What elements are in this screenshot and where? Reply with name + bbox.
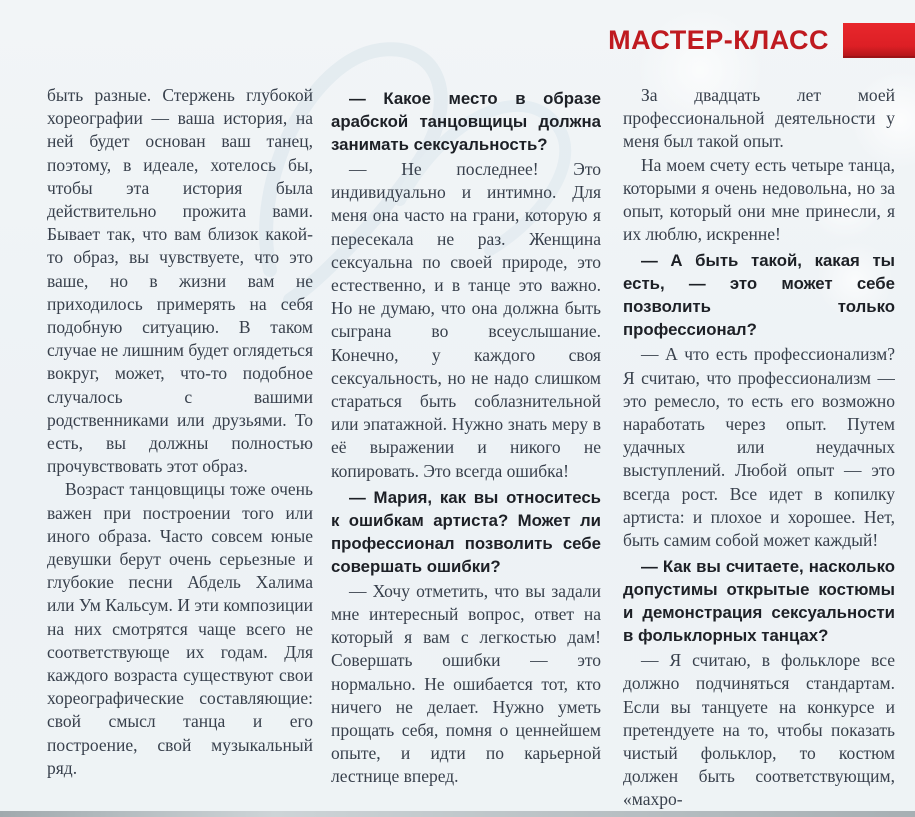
- article-paragraph: быть разные. Стержень глубокой хореографии — ваша история, на ней будет основан ваш танец, поэтому, в идеале, хотелось бы, чтобы эта история была действительно прожита вами. Бывает так, что вам близок какой-то образ, вы чувствуете, что это ваше, но в жизни вам не приходилось примерять на себя подобную ситуацию. В таком случае не лишним будет оглядеться вокруг, может, что-то подобное случалось с вашими родственниками или друзьями. То есть, вы должны полностью прочувствовать этот образ.: [47, 85, 313, 477]
- article-paragraph: — Я считаю, в фольклоре все должно подчиняться стандартам. Если вы танцуете на конкурсе и претендуете на то, чтобы показать чистый фольклор, то костюм должен быть соответствующим, «махро-: [623, 650, 895, 810]
- page-bottom-scan-edge: [0, 811, 915, 817]
- interview-question: — Как вы считаете, насколько допустимы открытые костюмы и демонстрация сексуальности в фольклорных танцах?: [623, 557, 895, 646]
- interview-question: — Какое место в образе арабской танцовщицы должна занимать сексуальность?: [331, 89, 601, 154]
- article-paragraph: Возраст танцовщицы тоже очень важен при построении того или иного образа. Часто совсем юные девушки берут очень серьезные и глубокие песни Абдель Халима или Ум Кальсум. И эти композиции на них смотрятся чаще всего не соответствующе их годам. Для каждого возраста существуют свои хореографические составляющие: свой смысл танца и его построение, свой музыкальный ряд.: [47, 479, 313, 778]
- article-body: [47, 84, 905, 810]
- text-column-left: [47, 84, 313, 810]
- text-column-middle: [331, 84, 601, 810]
- article-paragraph: За двадцать лет моей профессиональной деятельности у меня был такой опыт.: [623, 85, 895, 152]
- article-paragraph: — А что есть профессионализм? Я считаю, что профессионализм — это ремесло, то есть его возможно наработать через опыт. Путем удачных или неудачных выступлений. Любой опыт — это всегда рост. Все идет в копилку артиста: и плохое и хорошее. Нет, быть самим собой может каждый!: [623, 344, 895, 551]
- red-accent-block: [843, 23, 915, 58]
- text-column-right: [623, 84, 895, 810]
- article-paragraph: — Хочу отметить, что вы задали мне интересный вопрос, ответ на который я вам с легкостью дам! Совершать ошибки — это нормально. Не ошибается тот, кто ничего не делает. Нужно уметь прощать себя, помня о ценнейшем опыте, и идти по карьерной лестнице вперед.: [331, 580, 601, 787]
- interview-question: — Мария, как вы относитесь к ошибкам артиста? Может ли профессионал позволить себе совершать ошибки?: [331, 487, 601, 576]
- article-paragraph: На моем счету есть четыре танца, которыми я очень недовольна, но за опыт, который они мне принесли, я их люблю, искренне!: [623, 154, 895, 245]
- interview-question: — А быть такой, какая ты есть, — это может себе позволить только профессионал?: [623, 251, 895, 340]
- section-header: [608, 22, 915, 58]
- article-paragraph: — Не последнее! Это индивидуально и интимно. Для меня она часто на грани, которую я пересекала не раз. Женщина сексуальна по своей природе, это естественно, и в танце это важно. Но не думаю, что она должна быть сыграна во всеуслышание. Конечно, у каждого своя сексуальность, но не надо слишком стараться быть соблазнительной или эпатажной. Нужно знать меру в её выражении и никого не копировать. Это всегда ошибка!: [331, 159, 601, 481]
- section-title: МАСТЕР-КЛАСС: [608, 24, 829, 55]
